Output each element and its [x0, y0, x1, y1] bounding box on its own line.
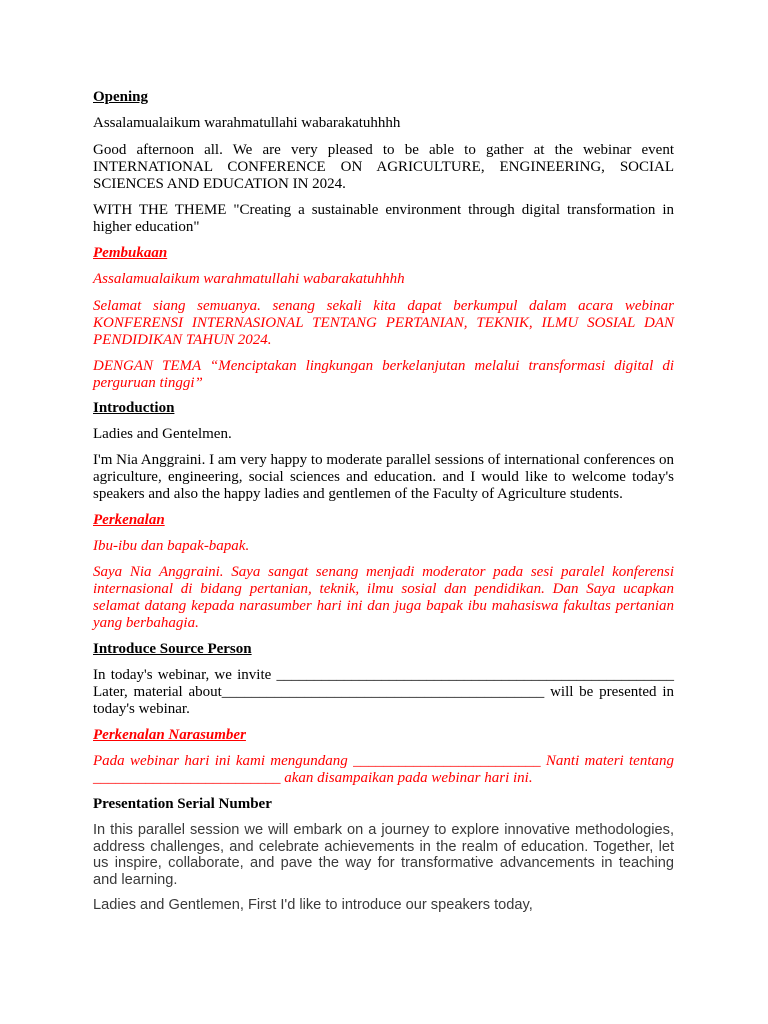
- perkenalan-address: Ibu-ibu dan bapak-bapak.: [93, 538, 250, 554]
- pembukaan-heading: Pembukaan: [93, 245, 168, 261]
- introduction-heading: Introduction: [93, 400, 175, 416]
- pembukaan-greeting: Assalamualaikum warahmatullahi wabarakatuhhhh: [93, 271, 405, 287]
- introduction-body: I'm Nia Anggraini. I am very happy to moderate parallel sessions of international conferences on agriculture, engineering, social sciences and education. and I would like to welcome today's speakers and also the happy ladies and gentlemen of the Faculty of Agriculture students.: [93, 452, 674, 502]
- perkenalan-heading: Perkenalan: [93, 512, 165, 528]
- narasumber-heading: Perkenalan Narasumber: [93, 727, 246, 743]
- source-person-material-tail: will be presented in today's webinar.: [93, 684, 674, 717]
- source-person-invite: [93, 667, 674, 718]
- narasumber-invite: Pada webinar hari ini kami mengundang _________________________ Nanti materi tentang _________________________ akan disampaikan pada webinar hari ini.: [93, 753, 674, 786]
- pembukaan-theme: DENGAN TEMA “Menciptakan lingkungan berkelanjutan melalui transformasi digital di perguruan tinggi”: [93, 358, 674, 391]
- presentation-body: In this parallel session we will embark on a journey to explore innovative methodologies, address challenges, and celebrate achievements in the realm of education. Together, let us inspire, collaborate, and pave the way for transformative advancements in teaching and learning.: [93, 822, 674, 888]
- presentation-closing: Ladies and Gentlemen, First I'd like to introduce our speakers today,: [93, 897, 533, 913]
- pembukaan-welcome: Selamat siang semuanya. senang sekali kita dapat berkumpul dalam acara webinar KONFERENSI INTERNASIONAL TENTANG PERTANIAN, TEKNIK, ILMU SOSIAL DAN PENDIDIKAN TAHUN 2024.: [93, 298, 674, 348]
- introduction-address: Ladies and Gentelmen.: [93, 426, 232, 442]
- opening-welcome: Good afternoon all. We are very pleased to be able to gather at the webinar event INTERNATIONAL CONFERENCE ON AGRICULTURE, ENGINEERING, SOCIAL SCIENCES AND EDUCATION IN 2024.: [93, 142, 674, 192]
- opening-greeting: Assalamualaikum warahmatullahi wabarakatuhhhh: [93, 115, 401, 131]
- document-content: [93, 89, 674, 914]
- source-person-invite-line: In today's webinar, we invite _____________________________________________________: [93, 667, 674, 683]
- source-person-material-line: Later, material about___________________________________________: [93, 684, 545, 700]
- opening-theme: WITH THE THEME "Creating a sustainable environment through digital transformation in higher education": [93, 202, 674, 235]
- perkenalan-body: Saya Nia Anggraini. Saya sangat senang menjadi moderator pada sesi paralel konferensi internasional di bidang pertanian, teknik, ilmu sosial dan pendidikan. Dan Saya ucapkan selamat datang kepada narasumber hari ini dan juga bapak ibu mahasiswa fakultas pertanian yang berbahagia.: [93, 564, 674, 631]
- presentation-heading: Presentation Serial Number: [93, 796, 272, 812]
- opening-heading: Opening: [93, 89, 149, 105]
- source-person-heading: Introduce Source Person: [93, 641, 252, 657]
